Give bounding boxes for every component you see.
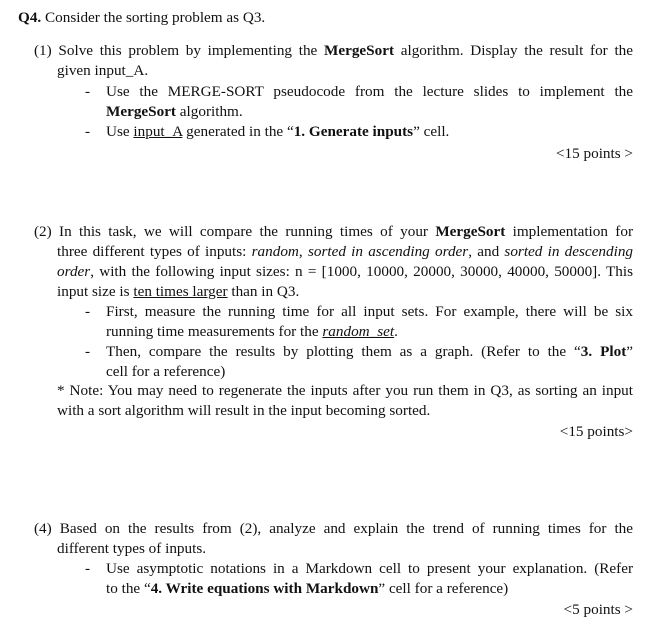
markdown-bold: 4. Write equations with Markdown: [150, 580, 379, 597]
bullet-dash: -: [85, 303, 91, 320]
text: input size is: [57, 283, 134, 300]
part1-text: (1) Solve this problem by implementing the: [34, 42, 325, 59]
text: than in Q3.: [227, 283, 300, 300]
part2-line4: [57, 282, 299, 302]
part4-line1: (4) Based on the results from (2), analyze and explain the trend of running times for the: [34, 520, 633, 537]
plot-bold: 3. Plot: [580, 343, 627, 360]
random-italic: random: [251, 243, 299, 260]
question-title: [18, 8, 265, 28]
text: ” cell for a reference): [378, 580, 509, 597]
text: Use: [106, 123, 134, 140]
order-italic: order: [57, 263, 91, 280]
text: generated in the “: [182, 123, 294, 140]
mergesort-bold: MergeSort: [106, 103, 176, 120]
part2-bullet1-line2: [106, 322, 398, 342]
part1-line2: given input_A.: [57, 62, 149, 79]
part2-points: <15 points>: [559, 423, 633, 440]
part4-bullet1-line2: [106, 579, 508, 599]
question-title-text: Consider the sorting problem as Q3.: [41, 9, 266, 26]
part2-line3: [57, 262, 633, 282]
part1-bullet2: [106, 122, 449, 142]
part1-points: <15 points >: [555, 145, 633, 162]
bullet-dash: -: [85, 83, 91, 100]
text: , with the following input sizes: n = [1000, 10000, 20000, 30000, 40000, 50000]. This: [90, 263, 633, 280]
part4-bullet1-line1: Use asymptotic notations in a Markdown cell to present your explanation. (Refer: [106, 560, 633, 577]
bullet-dash: -: [85, 343, 91, 360]
text: running time measurements for the: [106, 323, 323, 340]
text: three different types of inputs:: [57, 243, 252, 260]
part2-bullet1-line1: First, measure the running time for all input sets. For example, there will be six: [106, 303, 633, 320]
mergesort-bold: MergeSort: [435, 223, 506, 240]
text: implementation for: [505, 223, 633, 240]
part1-line1: [34, 41, 633, 61]
text: ” cell.: [413, 123, 450, 140]
random-set-underlined: random_set: [322, 323, 395, 340]
descending-italic: sorted in descending: [504, 243, 634, 260]
ten-times-underlined: ten times larger: [133, 283, 228, 300]
part2-line1: [34, 222, 633, 242]
generate-inputs-bold: 1. Generate inputs: [293, 123, 414, 140]
part2-line2: [57, 242, 633, 262]
part1-text-end: algorithm. Display the result for the: [394, 42, 633, 59]
part2-bullet2-line2: cell for a reference): [106, 363, 226, 380]
part1-mergesort: MergeSort: [324, 42, 395, 59]
bullet-dash: -: [85, 560, 91, 577]
question-number: Q4.: [18, 9, 42, 26]
text: Then, compare the results by plotting them as a graph. (Refer to the “: [106, 343, 581, 360]
ascending-italic: sorted in ascending order: [307, 243, 469, 260]
text: ”: [626, 343, 633, 360]
part1-bullet1-line2: [106, 102, 243, 122]
part4-line2: different types of inputs.: [57, 540, 207, 557]
part4-points: <5 points >: [563, 601, 633, 618]
algorithm-text: algorithm.: [176, 103, 243, 120]
text: .: [394, 323, 398, 340]
text: (2) In this task, we will compare the running times of your: [34, 223, 436, 240]
bullet-dash: -: [85, 123, 91, 140]
part1-bullet1-line1: Use the MERGE-SORT pseudocode from the lecture slides to implement the: [106, 83, 633, 100]
input-a-underlined: input_A: [133, 123, 183, 140]
text: ,: [298, 243, 308, 260]
part2-note-line2: with a sort algorithm will result in the input becoming sorted.: [57, 402, 431, 419]
part2-note-line1: * Note: You may need to regenerate the inputs after you run them in Q3, as sorting an input: [57, 382, 633, 399]
part2-bullet2-line1: [106, 342, 633, 362]
text: , and: [468, 243, 505, 260]
text: to the “: [106, 580, 151, 597]
